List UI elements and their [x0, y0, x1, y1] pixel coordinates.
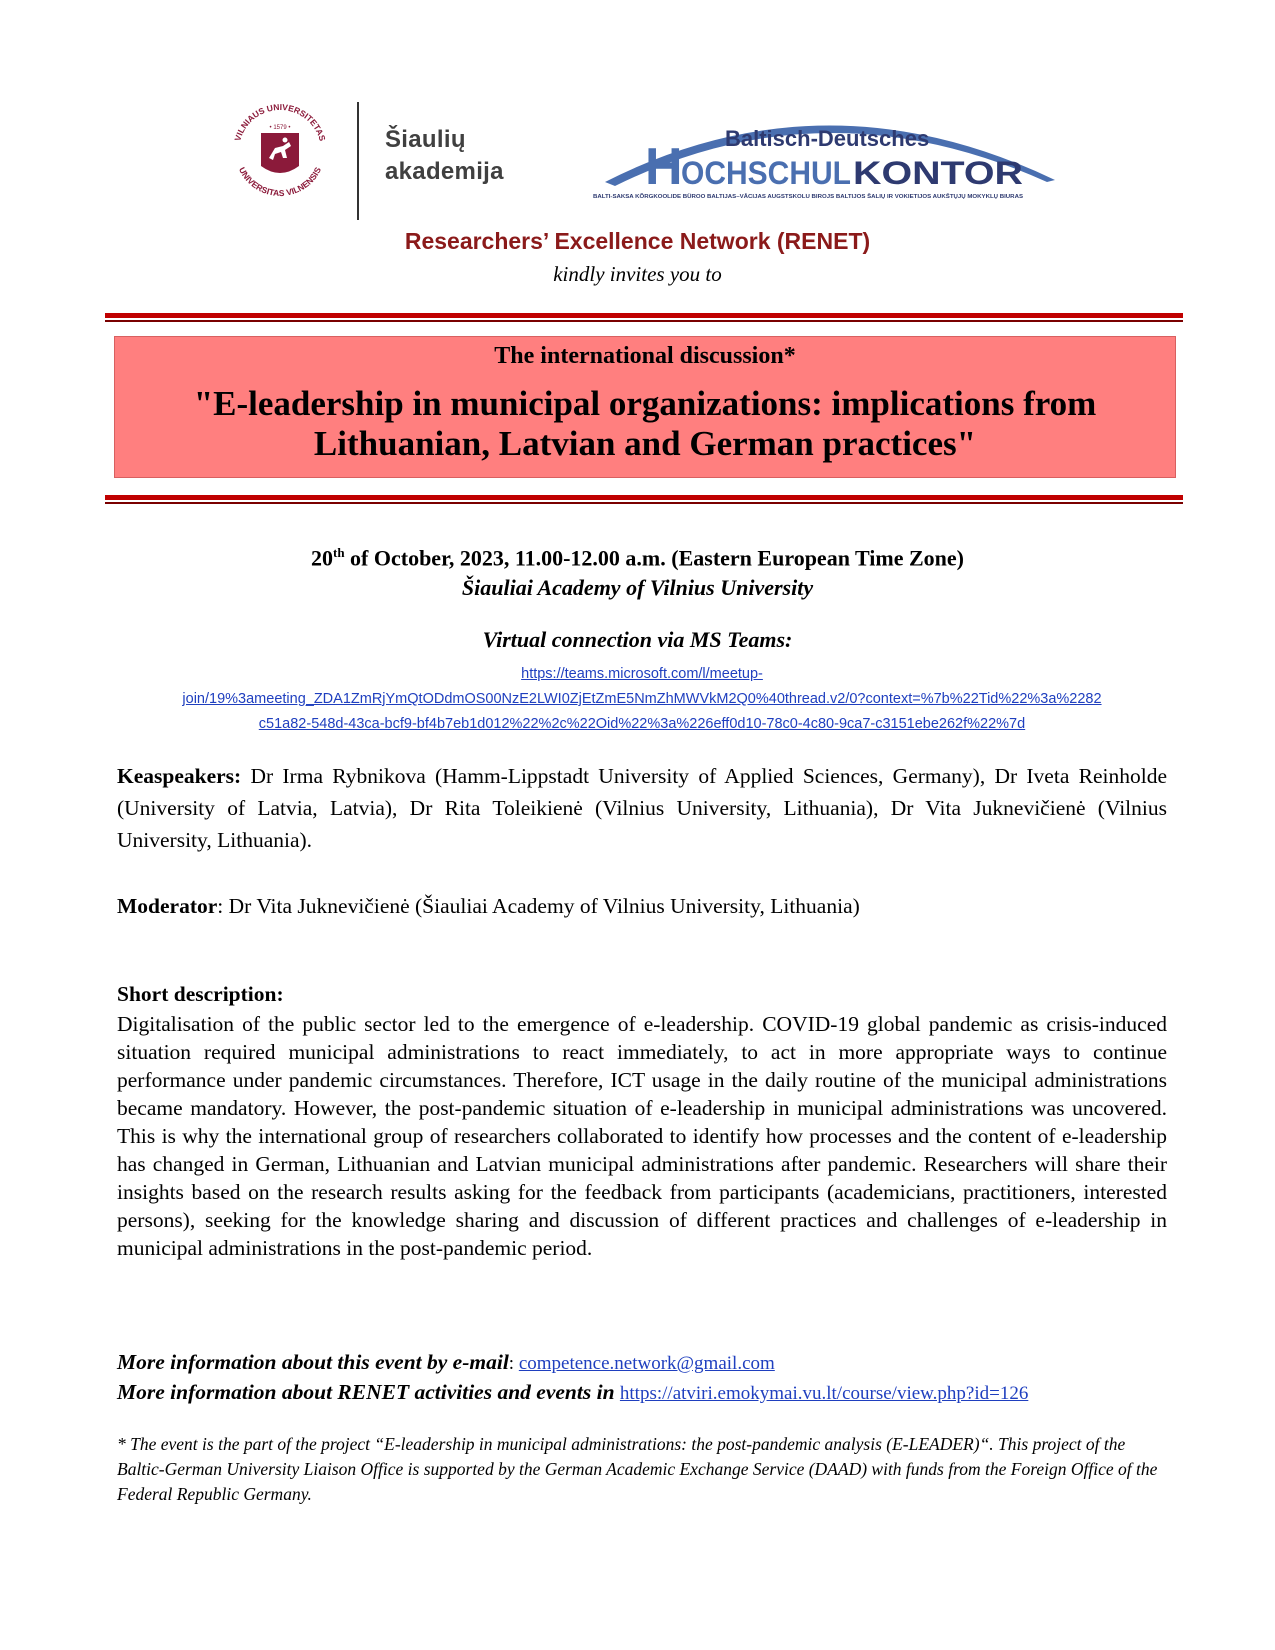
seal-text-top: VILNIAUS UNIVERSITETAS — [232, 101, 328, 143]
bdhk-line1: Baltisch-Deutsches — [725, 126, 930, 151]
teams-link-line1[interactable]: https://teams.microsoft.com/l/meetup- — [521, 666, 763, 682]
logo-divider — [357, 102, 359, 220]
moderator-text: : Dr Vita Juknevičienė (Šiauliai Academy of Vilnius University, Lithuania) — [217, 894, 860, 918]
invites-line: kindly invites you to — [553, 262, 722, 286]
event-day-suffix: th — [332, 545, 345, 560]
event-day: 20 — [310, 545, 333, 571]
event-title-line1: "E-leadership in municipal organizations: implications from — [193, 384, 1097, 423]
seal-year: • 1579 • — [269, 125, 291, 131]
bdhk-ochschul: OCHSCHUL — [681, 155, 851, 191]
banner-label: The international discussion* — [494, 343, 796, 369]
bdhk-kontor: KONTOR — [853, 155, 1023, 191]
short-description-text: Digitalisation of the public sector led to the emergence of e-leadership. COVID-19 global pandemic as crisis-induced situation required municipal administrations to react immediately, to act in more appropriate ways to continue performance under pandemic circumstances. Therefore, ICT usage in the daily routine of the municipal administrations became mandatory. However, the post-pandemic situation of e-leadership in municipal administrations was uncovered. This is why the international group of researchers collaborated to identify how processes and the content of e-leadership has changed in German, Lithuanian and Latvian municipal administrations after pandemic. Researchers will share their insights based on the research results asking for the feedback from participants (academicians, practitioners, interested persons), seeking for the knowledge sharing and discussion of different practices and challenges of e-leadership in municipal administrations in the post-pandemic period. — [117, 1012, 1167, 1260]
teams-meeting-link — [117, 662, 1167, 737]
more-info-renet — [117, 1380, 1177, 1405]
seal-text-bottom: UNIVERSITAS VILNENSIS — [236, 165, 324, 199]
bdhk-h: H — [645, 138, 683, 196]
moderator — [117, 890, 1167, 922]
event-venue: Šiauliai Academy of Vilnius University — [461, 575, 814, 600]
bdhk-subline: BALTI-SAKSA KÕRGKOOLIDE BÜROO BALTIJAS–VĀCIJAS AUGSTSKOLU BIROJS BALTIJOS ŠALIŲ IR VOKIETIJOS AUKŠTŲJŲ MOKYKLŲ BIURAS — [593, 194, 990, 200]
short-description-heading: Short description: — [117, 982, 284, 1006]
more-info-email — [117, 1350, 1177, 1375]
event-datetime — [0, 545, 1275, 571]
virtual-connection-label: Virtual connection via MS Teams: — [482, 627, 793, 652]
banner-bottom-rule — [105, 495, 1183, 500]
event-title-line2: Lithuanian, Latvian and German practices" — [313, 424, 977, 463]
contact-email-link[interactable]: competence.network@gmail.com — [518, 1353, 775, 1374]
renet-course-link[interactable]: https://atviri.emokymai.vu.lt/course/view.php?id=126 — [619, 1383, 1029, 1404]
logo-row — [0, 96, 1275, 226]
email-separator: : — [508, 1353, 519, 1374]
renet-label: More information about RENET activities and events in — [117, 1380, 620, 1404]
title-banner — [114, 336, 1176, 478]
speakers-label: Keaspeakers: — [117, 764, 242, 788]
siauliu-logo-line1: Šiaulių — [385, 126, 466, 153]
banner-top-rule — [105, 313, 1183, 318]
email-label: More information about this event by e-mail — [117, 1350, 509, 1374]
teams-link-line2[interactable]: join/19%3ameeting_ZDA1ZmRjYmQtODdmOS00NzE2LWI0ZjEtZmE5NmZhMWVkM2Q0%40thread.v2/0?context=%7b%22Tid%22%3a%2282 — [182, 691, 1102, 707]
siauliu-logo-line2: akademija — [385, 158, 504, 185]
vilnius-university-seal-logo — [225, 96, 335, 206]
moderator-label: Moderator — [117, 894, 218, 918]
footnote: * The event is the part of the project “E-leadership in municipal administrations: the post-pandemic analysis (E-LEADER)“. This project of the Baltic-German University Liaison Office is supported by the German Academic Exchange Service (DAAD) with funds from the Foreign Office of the Federal Republic Germany. — [117, 1434, 1158, 1504]
speakers-text: Dr Irma Rybnikova (Hamm-Lippstadt University of Applied Sciences, Germany), Dr Iveta Reinholde (University of Latvia, Latvia), Dr Rita Toleikienė (Vilnius University, Lithuania), Dr Vita Juknevičienė (Vilnius University, Lithuania). — [117, 764, 1167, 852]
teams-link-line3[interactable]: c51a82-548d-43ca-bcf9-bf4b7eb1d012%22%2c%22Oid%22%3a%226eff0d10-78c0-4c80-9ca7-c3151ebe262f%22%7d — [258, 716, 1026, 732]
banner-top-rule-thin — [105, 320, 1183, 322]
banner-bottom-rule-thin — [105, 502, 1183, 504]
keynote-speakers — [117, 760, 1167, 856]
event-title — [115, 384, 1175, 464]
baltisch-deutsches-hochschulkontor-logo — [585, 100, 1075, 210]
network-name: Researchers’ Excellence Network (RENET) — [404, 228, 871, 254]
siauliu-akademija-logo — [385, 124, 504, 188]
event-date-rest: of October, 2023, 11.00-12.00 a.m. (Eastern European Time Zone) — [344, 545, 965, 571]
